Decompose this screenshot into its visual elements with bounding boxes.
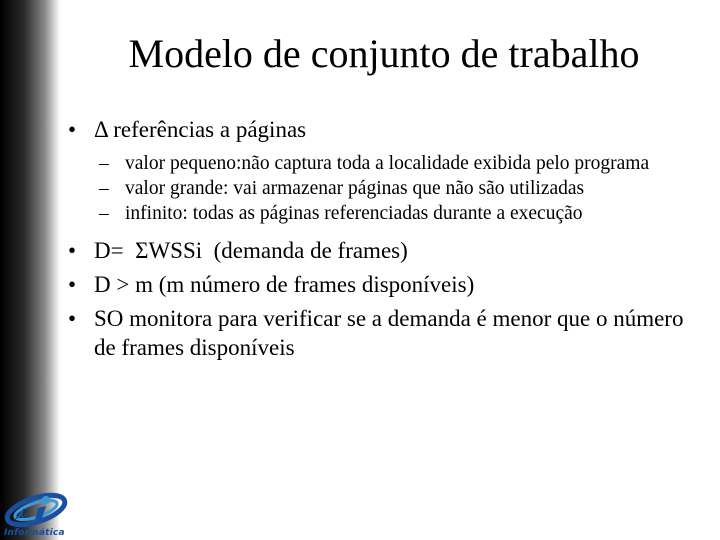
sub-bullet-marker: – <box>99 153 109 174</box>
slide-side-gradient <box>0 0 60 540</box>
sub-bullet-item <box>99 152 708 176</box>
bullet-marker: • <box>68 272 77 297</box>
slide-body <box>68 115 708 362</box>
bullet-text: SO monitora para verificar se a demanda é menor que o número de frames disponíveis <box>94 306 684 360</box>
sub-bullet-item <box>99 202 708 226</box>
sub-bullet-marker: – <box>99 178 109 199</box>
sub-bullet-text: infinito: todas as páginas referenciadas durante a execução <box>125 203 583 224</box>
bullet-marker: • <box>68 306 77 331</box>
logo-text: Informática <box>4 528 65 538</box>
bullet-marker: • <box>68 238 77 263</box>
bullet-item <box>68 115 708 144</box>
bullet-text: D= ΣWSSi (demanda de frames) <box>94 238 408 263</box>
bullet-item <box>68 270 708 299</box>
bullet-item <box>68 304 708 362</box>
bullet-item <box>68 236 708 265</box>
slide-title: Modelo de conjunto de trabalho <box>128 31 640 76</box>
sub-bullet-marker: – <box>99 203 109 224</box>
bullet-marker: • <box>68 117 77 142</box>
bullet-text: D > m (m número de frames disponíveis) <box>94 272 475 297</box>
bullet-text: Δ referências a páginas <box>94 117 307 142</box>
sub-bullet-item <box>99 177 708 201</box>
sub-bullet-text: valor pequeno:não captura toda a localidade exibida pelo programa <box>125 153 650 174</box>
sub-bullet-text: valor grande: vai armazenar páginas que não são utilizadas <box>125 178 585 199</box>
